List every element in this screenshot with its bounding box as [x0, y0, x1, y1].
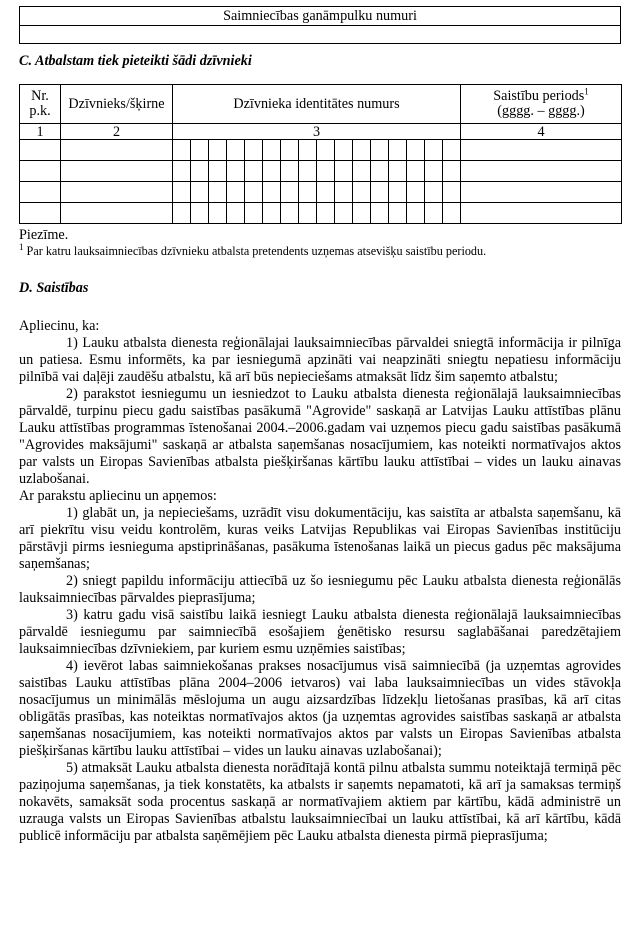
id-digit-cell[interactable]: [371, 203, 389, 224]
id-digit-cell[interactable]: [407, 140, 425, 161]
id-digit-cell[interactable]: [245, 182, 263, 203]
col-header-animal: Dzīvnieks/šķirne: [61, 85, 173, 124]
id-digit-cell[interactable]: [281, 182, 299, 203]
row-nr-cell[interactable]: [20, 182, 61, 203]
footnote: [19, 243, 621, 259]
id-digit-cell[interactable]: [443, 161, 461, 182]
id-digit-cell[interactable]: [209, 140, 227, 161]
id-digit-cell[interactable]: [335, 161, 353, 182]
row-nr-cell[interactable]: [20, 140, 61, 161]
col-header-period-sup: 1: [584, 86, 589, 97]
id-digit-cell[interactable]: [353, 182, 371, 203]
id-digit-cell[interactable]: [335, 203, 353, 224]
id-digit-cell[interactable]: [425, 140, 443, 161]
animal-breed-cell[interactable]: [61, 203, 173, 224]
id-digit-cell[interactable]: [281, 161, 299, 182]
id-digit-cell[interactable]: [425, 203, 443, 224]
footnote-text: Par katru lauksaimniecības dzīvnieku atbalsta pretendents uzņemas atsevišķu saistību periodu.: [23, 244, 487, 258]
herd-numbers-title: Saimniecības ganāmpulku numuri: [20, 7, 621, 26]
id-digit-cell[interactable]: [317, 203, 335, 224]
col-number-2: 2: [61, 124, 173, 140]
id-digit-cell[interactable]: [191, 182, 209, 203]
commit-item-5: 5) atmaksāt Lauku atbalsta dienesta norādītajā kontā pilnu atbalsta summu noteiktajā termiņā pēc paziņojuma saņemšanas, ja tiek konstatēts, ka atbalsts ir saņemts nepamatoti, kā arī ja samaksas termiņš nokavēts, samaksāt soda procentus saskaņā ar normatīvajiem aktiem par kārtību, kādā administrē un uzrauga valsts un Eiropas Savienības atbalstu lauksaimniecībai un lauku attīstībai, kā arī kārtību, kādā publicē informāciju par atbalsta saņēmējiem pēc Lauku atbalsta dienesta pirmā pieprasījuma;: [19, 760, 621, 844]
id-digit-cell[interactable]: [209, 161, 227, 182]
id-digit-cell[interactable]: [353, 140, 371, 161]
id-digit-cell[interactable]: [371, 182, 389, 203]
animal-row: [20, 203, 622, 224]
id-digit-cell[interactable]: [227, 203, 245, 224]
animal-row: [20, 140, 622, 161]
col-header-id: Dzīvnieka identitātes numurs: [173, 85, 461, 124]
document-page: [19, 6, 621, 845]
animal-row: [20, 161, 622, 182]
section-d-heading: D. Saistības: [19, 280, 89, 296]
col-header-period: [461, 85, 622, 124]
id-digit-cell[interactable]: [263, 182, 281, 203]
id-digit-cell[interactable]: [425, 182, 443, 203]
id-digit-cell[interactable]: [173, 203, 191, 224]
row-nr-cell[interactable]: [20, 203, 61, 224]
id-digit-cell[interactable]: [407, 161, 425, 182]
id-digit-cell[interactable]: [335, 182, 353, 203]
id-digit-cell[interactable]: [263, 140, 281, 161]
commit-item-4: 4) ievērot labas saimniekošanas prakses nosacījumus visā saimniecībā (ja uzņemtas agrovides saistības Lauku attīstības plāna 2004–2006 ietvaros) vai laba lauksaimniecības un vides stāvokļa nosacījumus un minimālās mēslojuma un augu aizsardzības līdzekļu lietošanas prasības, kā arī citas obligātās prasības, kas noteiktas normatīvajos aktos (ja uzņemtas agrovides saistības saskaņā ar atbalsta saņemšanas nosacījumiem, kas noteikti normatīvajos aktos par valsts un Eiropas Savienības atbalsta piešķiršanas kārtību lauku attīstībai – vides un lauku ainavas uzlabošanai);: [19, 658, 621, 759]
id-digit-cell[interactable]: [209, 182, 227, 203]
id-digit-cell[interactable]: [299, 182, 317, 203]
id-digit-cell[interactable]: [191, 140, 209, 161]
id-digit-cell[interactable]: [317, 140, 335, 161]
id-digit-cell[interactable]: [317, 182, 335, 203]
col-header-period-label: Saistību periods: [493, 88, 585, 104]
animals-table: [19, 84, 622, 224]
id-digit-cell[interactable]: [299, 161, 317, 182]
herd-numbers-input-row[interactable]: [20, 26, 621, 44]
certify-intro: Apliecinu, ka:: [19, 318, 100, 334]
herd-numbers-table: [19, 6, 621, 44]
id-digit-cell[interactable]: [245, 203, 263, 224]
animal-breed-cell[interactable]: [61, 161, 173, 182]
animal-breed-cell[interactable]: [61, 182, 173, 203]
commit-intro: Ar parakstu apliecinu un apņemos:: [19, 488, 217, 504]
period-cell[interactable]: [461, 203, 622, 224]
id-digit-cell[interactable]: [371, 140, 389, 161]
id-digit-cell[interactable]: [389, 182, 407, 203]
id-digit-cell[interactable]: [191, 161, 209, 182]
id-digit-cell[interactable]: [353, 203, 371, 224]
col-header-period-format: (gggg. – gggg.): [497, 103, 585, 119]
period-cell[interactable]: [461, 161, 622, 182]
id-digit-cell[interactable]: [227, 182, 245, 203]
period-cell[interactable]: [461, 182, 622, 203]
period-cell[interactable]: [461, 140, 622, 161]
animal-row: [20, 182, 622, 203]
id-digit-cell[interactable]: [173, 182, 191, 203]
id-digit-cell[interactable]: [245, 161, 263, 182]
id-digit-cell[interactable]: [299, 140, 317, 161]
id-digit-cell[interactable]: [425, 161, 443, 182]
col-number-4: 4: [461, 124, 622, 140]
id-digit-cell[interactable]: [353, 161, 371, 182]
commit-item-2: 2) sniegt papildu informāciju attiecībā uz šo iesniegumu pēc Lauku atbalsta dienesta reģionālās lauksaimniecības pārvaldes pieprasījuma;: [19, 573, 621, 606]
id-digit-cell[interactable]: [299, 203, 317, 224]
id-digit-cell[interactable]: [263, 203, 281, 224]
footnote-mark: 1: [19, 241, 24, 252]
id-digit-cell[interactable]: [407, 203, 425, 224]
section-c-heading: C. Atbalstam tiek pieteikti šādi dzīvnieki: [19, 53, 252, 69]
id-digit-cell[interactable]: [389, 203, 407, 224]
id-digit-cell[interactable]: [443, 203, 461, 224]
col-number-3: 3: [173, 124, 461, 140]
id-digit-cell[interactable]: [191, 203, 209, 224]
id-digit-cell[interactable]: [443, 140, 461, 161]
commit-item-1: 1) glabāt un, ja nepieciešams, uzrādīt visu dokumentāciju, kas saistīta ar atbalsta saņemšanu, kā arī piekrītu visu veidu kontrolēm, kuras veiks Latvijas Republikas vai Eiropas Savienības institūciju pārstāvji pirms iesnieguma apstiprināšanas, pasākuma īstenošanas laikā un piecus gadus pēc maksājuma saņemšanas;: [19, 505, 621, 572]
id-digit-cell[interactable]: [335, 140, 353, 161]
id-digit-cell[interactable]: [209, 203, 227, 224]
row-nr-cell[interactable]: [20, 161, 61, 182]
certify-item-1: 1) Lauku atbalsta dienesta reģionālajai lauksaimniecības pārvaldei sniegtā informācija ir pilnīga un patiesa. Esmu informēts, ka par iesniegumā apzināti vai neapzināti sniegtu nepatiesu informāciju pilnībā vai daļēji zaudēšu atbalstu, kā arī būs nepieciešams atmaksāt līdz šim saņemto atbalstu;: [19, 335, 621, 385]
id-digit-cell[interactable]: [227, 161, 245, 182]
id-digit-cell[interactable]: [173, 161, 191, 182]
commit-item-3: 3) katru gadu visā saistību laikā iesniegt Lauku atbalsta dienesta reģionālajā lauksaimniecības pārvaldē iesniegumu par saimniecībā esošajiem ģenētisko resursu saglabāšanai paredzētajiem lauksaimniecības dzīvniekiem, par kuriem esmu uzņēmies saistības;: [19, 607, 621, 657]
id-digit-cell[interactable]: [407, 182, 425, 203]
id-digit-cell[interactable]: [263, 161, 281, 182]
note-label: Piezīme.: [19, 227, 69, 243]
id-digit-cell[interactable]: [371, 161, 389, 182]
id-digit-cell[interactable]: [281, 140, 299, 161]
col-number-1: 1: [20, 124, 61, 140]
id-digit-cell[interactable]: [245, 140, 263, 161]
certify-item-2: 2) parakstot iesniegumu un iesniedzot to Lauku atbalsta dienesta reģionālajā lauksaimniecības pārvaldē, turpinu piecu gadu saistības pasākumā "Agrovide" saskaņā ar Latvijas Lauku attīstības plānu Lauku attīstības programmas īstenošanai 2004.–2006.gadam vai uzņemos piecu gadu saistības pasākumā "Agrovides maksājumi" saskaņā ar atbalsta saņemšanas nosacījumiem, kas noteikti normatīvajos aktos par valsts un Eiropas Savienības atbalsta piešķiršanas kārtību lauku attīstībai – vides un lauku ainavas uzlabošanai.: [19, 386, 621, 487]
id-digit-cell[interactable]: [227, 140, 245, 161]
id-digit-cell[interactable]: [389, 140, 407, 161]
col-header-nr: Nr. p.k.: [20, 85, 61, 124]
animal-breed-cell[interactable]: [61, 140, 173, 161]
id-digit-cell[interactable]: [173, 140, 191, 161]
id-digit-cell[interactable]: [443, 182, 461, 203]
id-digit-cell[interactable]: [317, 161, 335, 182]
id-digit-cell[interactable]: [281, 203, 299, 224]
id-digit-cell[interactable]: [389, 161, 407, 182]
